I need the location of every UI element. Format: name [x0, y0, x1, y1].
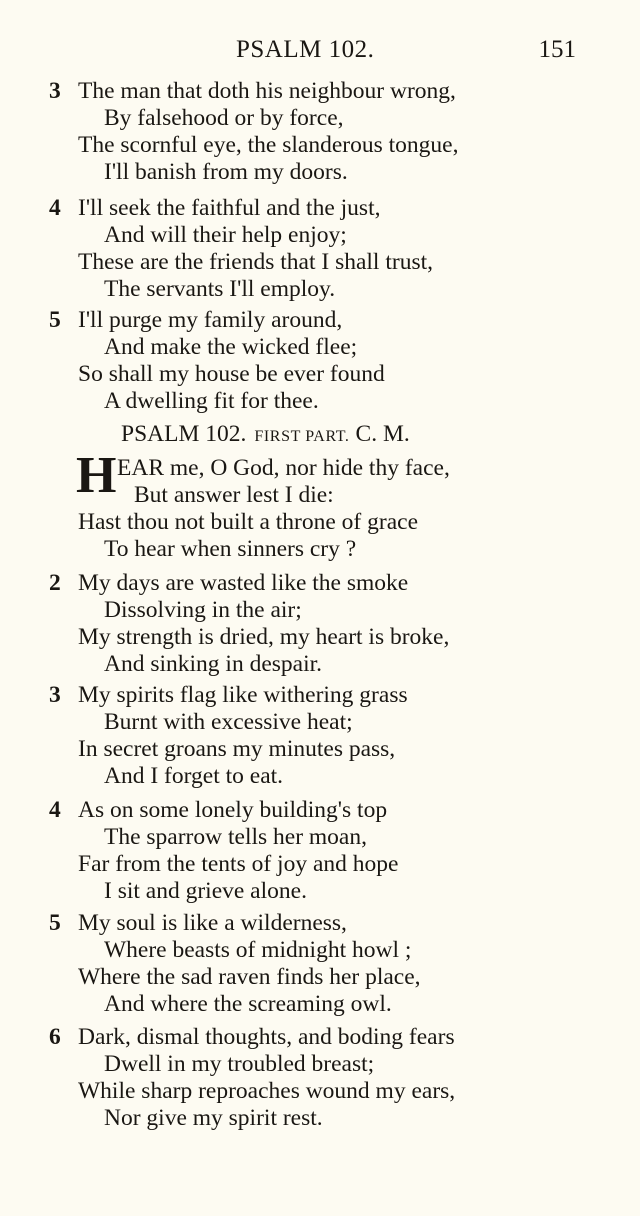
stanza-number: 5	[49, 307, 61, 333]
stanza-line: So shall my house be ever found	[78, 361, 385, 387]
stanza-line: Far from the tents of joy and hope	[78, 851, 399, 877]
page-number: 151	[538, 36, 576, 63]
stanza-line: I sit and grieve alone.	[104, 878, 307, 904]
stanza-line: And I forget to eat.	[104, 763, 284, 789]
section-part: FIRST PART.	[254, 428, 350, 445]
stanza-number: 4	[49, 195, 61, 221]
stanza-line: My soul is like a wilderness,	[78, 910, 347, 936]
running-title: PSALM 102.	[236, 36, 375, 63]
stanza-line: Nor give my spirit rest.	[104, 1105, 323, 1131]
stanza-number: 5	[49, 910, 61, 936]
section-title: PSALM 102.	[121, 421, 247, 447]
stanza-line: And make the wicked flee;	[104, 334, 358, 360]
stanza-line: And sinking in despair.	[104, 651, 323, 677]
stanza-line: The servants I'll employ.	[104, 276, 336, 302]
stanza-line: While sharp reproaches wound my ears,	[78, 1078, 456, 1104]
stanza-line: As on some lonely building's top	[78, 797, 388, 823]
stanza-line: I'll seek the faithful and the just,	[78, 195, 381, 221]
stanza-line: And where the screaming owl.	[104, 991, 392, 1017]
stanza-line: A dwelling fit for thee.	[104, 388, 319, 414]
stanza-line: I'll banish from my doors.	[104, 159, 348, 185]
stanza-line: Where the sad raven finds her place,	[78, 964, 421, 990]
stanza-line: My days are wasted like the smoke	[78, 570, 409, 596]
stanza-line: And will their help enjoy;	[104, 222, 347, 248]
stanza-line: The sparrow tells her moan,	[104, 824, 367, 850]
stanza-line: Dark, dismal thoughts, and boding fears	[78, 1024, 455, 1050]
stanza-line: In secret groans my minutes pass,	[78, 736, 396, 762]
stanza-number: 3	[49, 682, 61, 708]
stanza-line: By falsehood or by force,	[104, 105, 344, 131]
stanza-line: Hast thou not built a throne of grace	[78, 509, 419, 535]
stanza-line: To hear when sinners cry ?	[104, 536, 357, 562]
stanza-line: My strength is dried, my heart is broke,	[78, 624, 450, 650]
stanza-line: I'll purge my family around,	[78, 307, 343, 333]
section-meter: C. M.	[355, 421, 410, 447]
stanza-number: 2	[49, 570, 61, 596]
stanza-line: But answer lest I die:	[134, 482, 334, 508]
running-head	[0, 36, 640, 70]
drop-cap: H	[76, 447, 117, 504]
stanza-line: The man that doth his neighbour wrong,	[78, 78, 456, 104]
stanza-line: My spirits flag like withering grass	[78, 682, 408, 708]
stanza-line: EAR me, O God, nor hide thy face,	[117, 455, 450, 481]
stanza-line: These are the friends that I shall trust,	[78, 249, 433, 275]
stanza-number: 3	[49, 78, 61, 104]
stanza-line: Dwell in my troubled breast;	[104, 1051, 375, 1077]
stanza-number: 4	[49, 797, 61, 823]
stanza-line: Dissolving in the air;	[104, 597, 302, 623]
section-heading	[121, 420, 410, 451]
stanza-line: Burnt with excessive heat;	[104, 709, 353, 735]
stanza-line: Where beasts of midnight howl ;	[104, 937, 412, 963]
stanza-line: The scornful eye, the slanderous tongue,	[78, 132, 459, 158]
stanza-number: 6	[49, 1024, 61, 1050]
